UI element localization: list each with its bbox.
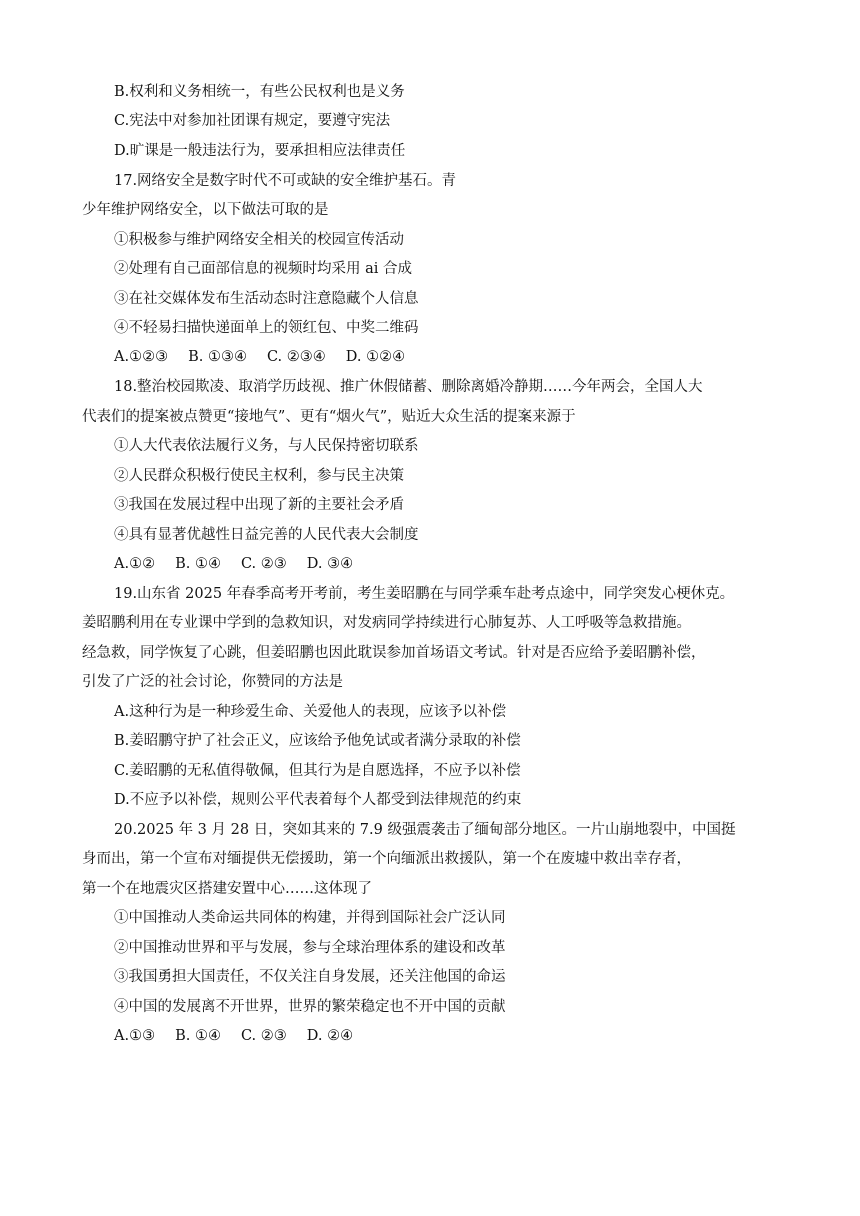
- q19-option-c: C.姜昭鹏的无私值得敬佩，但其行为是自愿选择，不应予以补偿: [114, 763, 521, 779]
- q20-item-4: ④中国的发展离不开世界，世界的繁荣稳定也不开中国的贡献: [114, 999, 506, 1015]
- q19-stem-line4: 引发了广泛的社会讨论，你赞同的方法是: [82, 674, 343, 690]
- q20-choice-c: C. ②③: [240, 1028, 287, 1044]
- q20-choice-d: D. ②④: [306, 1028, 354, 1044]
- q18-choice-a: A.①②: [114, 556, 156, 572]
- q20-stem-line3: 第一个在地震灾区搭建安置中心……这体现了: [82, 881, 372, 897]
- q17-item-3: ③在社交媒体发布生活动态时注意隐藏个人信息: [114, 291, 419, 307]
- q20-stem-line2: 身而出，第一个宣布对缅提供无偿援助，第一个向缅派出救援队，第一个在废墟中救出幸存者，: [82, 851, 691, 867]
- q17-item-4: ④不轻易扫描快递面单上的领红包、中奖二维码: [114, 320, 419, 336]
- q17-stem-line1: 17.网络安全是数字时代不可或缺的安全维护基石。青: [114, 173, 457, 189]
- q20-stem-line1: 20.2025 年 3 月 28 日，突如其来的 7.9 级强震袭击了缅甸部分地区。一片山崩地裂中，中国挺: [114, 822, 736, 838]
- q19-stem-line3: 经急救，同学恢复了心跳，但姜昭鹏也因此耽误参加首场语文考试。针对是否应给予姜昭鹏补偿，: [82, 645, 706, 661]
- q18-stem-line1: 18.整治校园欺凌、取消学历歧视、推广休假储蓄、删除离婚冷静期……今年两会，全国人大: [114, 379, 703, 395]
- q18-item-4: ④具有显著优越性日益完善的人民代表大会制度: [114, 527, 419, 543]
- q17-choices: [114, 347, 405, 367]
- q18-item-1: ①人大代表依法履行义务，与人民保持密切联系: [114, 438, 419, 454]
- q18-choice-c: C. ②③: [240, 556, 287, 572]
- q17-item-1: ①积极参与维护网络安全相关的校园宣传活动: [114, 232, 404, 248]
- q20-item-2: ②中国推动世界和平与发展，参与全球治理体系的建设和改革: [114, 940, 506, 956]
- q17-choice-b: B. ①③④: [188, 349, 247, 365]
- q20-choice-b: B. ①④: [175, 1028, 221, 1044]
- q20-choices: [114, 1026, 353, 1046]
- q18-choices: [114, 554, 353, 574]
- q18-stem-line2: 代表们的提案被点赞更“接地气”、更有“烟火气”，贴近大众生活的提案来源于: [82, 409, 576, 425]
- q16-option-b: B.权利和义务相统一，有些公民权利也是义务: [114, 84, 405, 100]
- q16-option-d: D.旷课是一般违法行为，要承担相应法律责任: [114, 143, 406, 159]
- q17-item-2: ②处理有自己面部信息的视频时均采用 ai 合成: [114, 261, 412, 277]
- q18-item-3: ③我国在发展过程中出现了新的主要社会矛盾: [114, 497, 404, 513]
- q19-option-d: D.不应予以补偿，规则公平代表着每个人都受到法律规范的约束: [114, 792, 522, 808]
- q16-option-c: C.宪法中对参加社团课有规定，要遵守宪法: [114, 113, 391, 129]
- q19-stem-line2: 姜昭鹏利用在专业课中学到的急救知识，对发病同学持续进行心肺复苏、人工呼吸等急救措施。: [82, 615, 691, 631]
- q18-item-2: ②人民群众积极行使民主权利，参与民主决策: [114, 468, 404, 484]
- q17-choice-d: D. ①②④: [345, 349, 406, 365]
- q17-stem-line2: 少年维护网络安全，以下做法可取的是: [82, 202, 329, 218]
- q18-choice-d: D. ③④: [306, 556, 354, 572]
- q19-stem-line1: 19.山东省 2025 年春季高考开考前，考生姜昭鹏在与同学乘车赴考点途中，同学突发心梗休克。: [114, 586, 735, 602]
- q20-item-1: ①中国推动人类命运共同体的构建，并得到国际社会广泛认同: [114, 910, 506, 926]
- q20-choice-a: A.①③: [114, 1028, 156, 1044]
- q17-choice-a: A.①②③: [114, 349, 169, 365]
- q17-choice-c: C. ②③④: [266, 349, 326, 365]
- q19-option-a: A.这种行为是一种珍爱生命、关爱他人的表现，应该予以补偿: [114, 704, 507, 720]
- q20-item-3: ③我国勇担大国责任，不仅关注自身发展，还关注他国的命运: [114, 969, 506, 985]
- q18-choice-b: B. ①④: [175, 556, 221, 572]
- q19-option-b: B.姜昭鹏守护了社会正义，应该给予他免试或者满分录取的补偿: [114, 733, 521, 749]
